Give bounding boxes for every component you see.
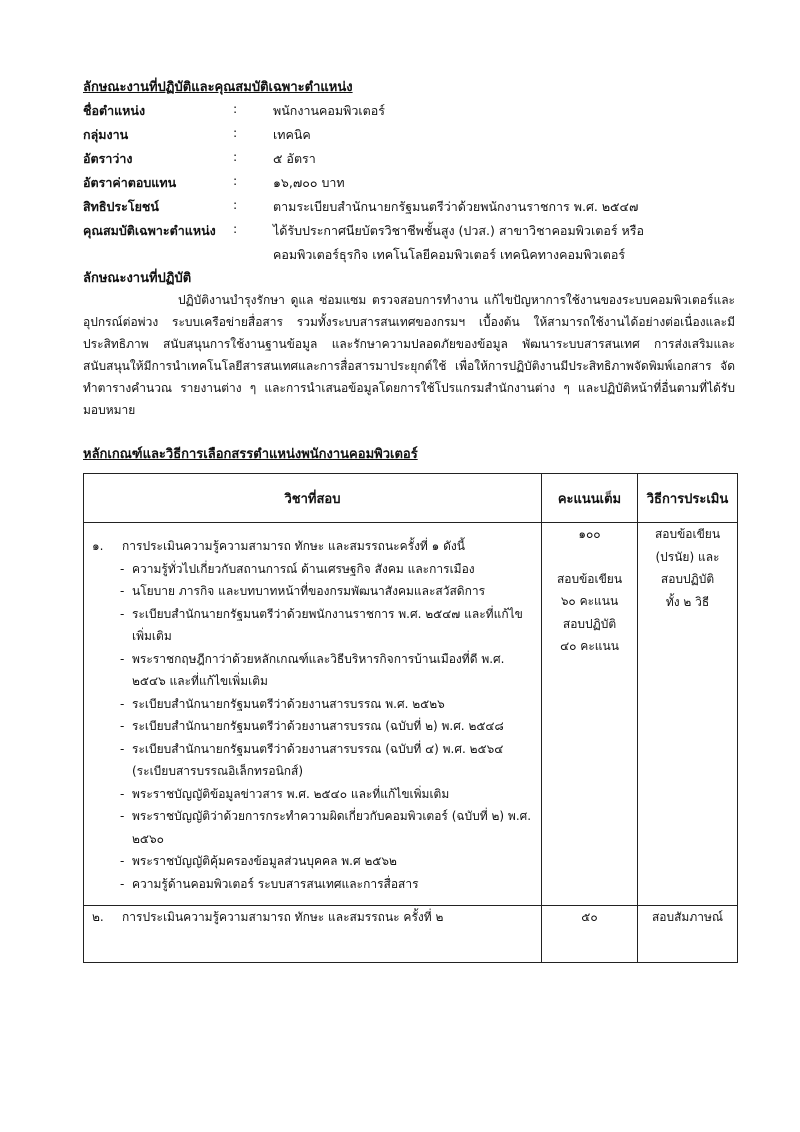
header-subject: วิชาที่สอบ (84, 474, 542, 523)
list-item: - ระเบียบสำนักนายกรัฐมนตรีว่าด้วยงานสารบรรณ พ.ศ. ๒๕๒๖ (122, 693, 533, 716)
list-item: - ระเบียบสำนักนายกรัฐมนตรีว่าด้วยงานสารบรรณ (ฉบับที่ ๒) พ.ศ. ๒๕๔๘ (122, 715, 533, 738)
field-label: ชื่อตำแหน่ง (83, 103, 146, 118)
field-colon: : (233, 173, 238, 188)
row1-subject-cell (84, 523, 542, 906)
list-item: - ระเบียบสำนักนายกรัฐมนตรีว่าด้วยพนักงานราชการ พ.ศ. ๒๕๔๗ และที่แก้ไขเพิ่มเติม (122, 603, 533, 648)
method-line: (ปรนัย) และ (655, 549, 720, 564)
row-number: ๑. (92, 539, 104, 553)
field-value: เทคนิค (273, 127, 311, 142)
score-line: ๔๐ คะแนน (560, 639, 619, 653)
row2-score-cell: ๕๐ (542, 906, 638, 963)
row-number: ๒. (92, 910, 104, 924)
field-colon: : (233, 101, 238, 116)
field-colon: : (233, 149, 238, 164)
field-label: กลุ่มงาน (83, 127, 129, 142)
method-line: ทั้ง ๒ วิธี (665, 594, 710, 609)
field-value-continued: คอมพิวเตอร์ธุรกิจ เทคโนโลยีคอมพิวเตอร์ เทคนิคทางคอมพิวเตอร์ (273, 247, 626, 262)
field-label: อัตราว่าง (83, 151, 133, 166)
row1-score-cell (542, 523, 638, 906)
list-item: - ความรู้ทั่วไปเกี่ยวกับสถานการณ์ ด้านเศรษฐกิจ สังคม และการเมือง (122, 558, 533, 581)
header-full-score: คะแนนเต็ม (542, 474, 638, 523)
score-total: ๑๐๐ (578, 527, 601, 541)
field-label: สิทธิประโยชน์ (83, 199, 159, 214)
row1-title-text: การประเมินความรู้ความสามารถ ทักษะ และสมรรถนะครั้งที่ ๑ ดังนี้ (122, 539, 465, 553)
field-value: ตามระเบียบสำนักนายกรัฐมนตรีว่าด้วยพนักงานราชการ พ.ศ. ๒๕๔๗ (273, 199, 639, 214)
field-label: อัตราค่าตอบแทน (83, 175, 177, 190)
section-heading-duties: ลักษณะงานที่ปฏิบัติ (83, 271, 192, 286)
selection-criteria-table (83, 473, 738, 963)
method-line: สอบปฏิบัติ (660, 572, 715, 586)
section-heading-duties-qualifications: ลักษณะงานที่ปฏิบัติและคุณสมบัติเฉพาะตำแหน่ง (83, 80, 353, 95)
list-item: - พระราชบัญญัติคุ้มครองข้อมูลส่วนบุคคล พ.ศ ๒๕๖๒ (122, 850, 533, 873)
list-item: - ความรู้ด้านคอมพิวเตอร์ ระบบสารสนเทศและการสื่อสาร (122, 873, 533, 896)
table-row (84, 906, 738, 963)
row2-method-cell: สอบสัมภาษณ์ (638, 906, 738, 963)
row1-method-cell (638, 523, 738, 906)
field-colon: : (233, 197, 238, 212)
section-heading-selection-criteria: หลักเกณฑ์และวิธีการเลือกสรรตำแหน่งพนักงานคอมพิวเตอร์ (83, 447, 418, 462)
row2-title-text: การประเมินความรู้ความสามารถ ทักษะ และสมรรถนะ ครั้งที่ ๒ (122, 910, 444, 924)
row2-subject-cell (84, 906, 542, 963)
header-method: วิธีการประเมิน (638, 474, 738, 523)
field-value: ๑๖,๗๐๐ บาท (273, 175, 345, 190)
topic-list (92, 558, 533, 896)
field-colon: : (233, 125, 238, 140)
row1-title (92, 535, 533, 558)
field-value: ได้รับประกาศนียบัตรวิชาชีพชั้นสูง (ปวส.) สาขาวิชาคอมพิวเตอร์ หรือ (273, 223, 644, 238)
field-value: พนักงานคอมพิวเตอร์ (273, 103, 385, 118)
list-item: - พระราชบัญญัติข้อมูลข่าวสาร พ.ศ. ๒๕๔๐ และที่แก้ไขเพิ่มเติม (122, 783, 533, 806)
list-item: - ระเบียบสำนักนายกรัฐมนตรีว่าด้วยงานสารบรรณ (ฉบับที่ ๔) พ.ศ. ๒๕๖๔ (ระเบียบสารบรรณอิเล็กทรอนิกส์) (122, 738, 533, 783)
score-line: สอบปฏิบัติ (562, 616, 617, 631)
table-row (84, 523, 738, 906)
duty-paragraph: ปฏิบัติงานบำรุงรักษา ดูแล ซ่อมแซม ตรวจสอบการทำงาน แก้ไขปัญหาการใช้งานของระบบคอมพิวเตอร์และอุปกรณ์ต่อพ่วง ระบบเครือข่ายสื่อสาร รวมทั้งระบบสารสนเทศของกรมฯ เบื้องต้น ให้สามารถใช้งานได้อย่างต่อเนื่องและมีประสิทธิภาพ สนับสนุนการใช้งานฐานข้อมูล และรักษาความปลอดภัยของข้อมูล พัฒนาระบบสารสนเทศ การส่งเสริมและสนับสนุนให้มีการนำเทคโนโลยีสารสนเทศและการสื่อสารมาประยุกต์ใช้ เพื่อให้การปฏิบัติงานมีประสิทธิภาพจัดพิมพ์เอกสาร จัดทำตารางคำนวณ รายงานต่าง ๆ และการนำเสนอข้อมูลโดยการใช้โปรแกรมสำนักงานต่าง ๆ และปฏิบัติหน้าที่อื่นตามที่ได้รับมอบหมาย (83, 293, 735, 417)
method-line: สอบข้อเขียน (654, 527, 721, 541)
table-header-row (84, 474, 738, 523)
list-item: - นโยบาย ภารกิจ และบทบาทหน้าที่ของกรมพัฒนาสังคมและสวัสดิการ (122, 580, 533, 603)
field-label: คุณสมบัติเฉพาะตำแหน่ง (83, 223, 216, 238)
list-item: - พระราชกฤษฎีกาว่าด้วยหลักเกณฑ์และวิธีบริหารกิจการบ้านเมืองที่ดี พ.ศ. ๒๕๔๖ และที่แก้ไขเพิ่มเติม (122, 648, 533, 693)
score-line: สอบข้อเขียน (556, 571, 623, 586)
score-line: ๖๐ คะแนน (560, 594, 619, 608)
list-item: - พระราชบัญญัติว่าด้วยการกระทำความผิดเกี่ยวกับคอมพิวเตอร์ (ฉบับที่ ๒) พ.ศ. ๒๕๖๐ (122, 805, 533, 850)
field-value: ๕ อัตรา (273, 151, 316, 166)
field-colon: : (233, 221, 238, 236)
